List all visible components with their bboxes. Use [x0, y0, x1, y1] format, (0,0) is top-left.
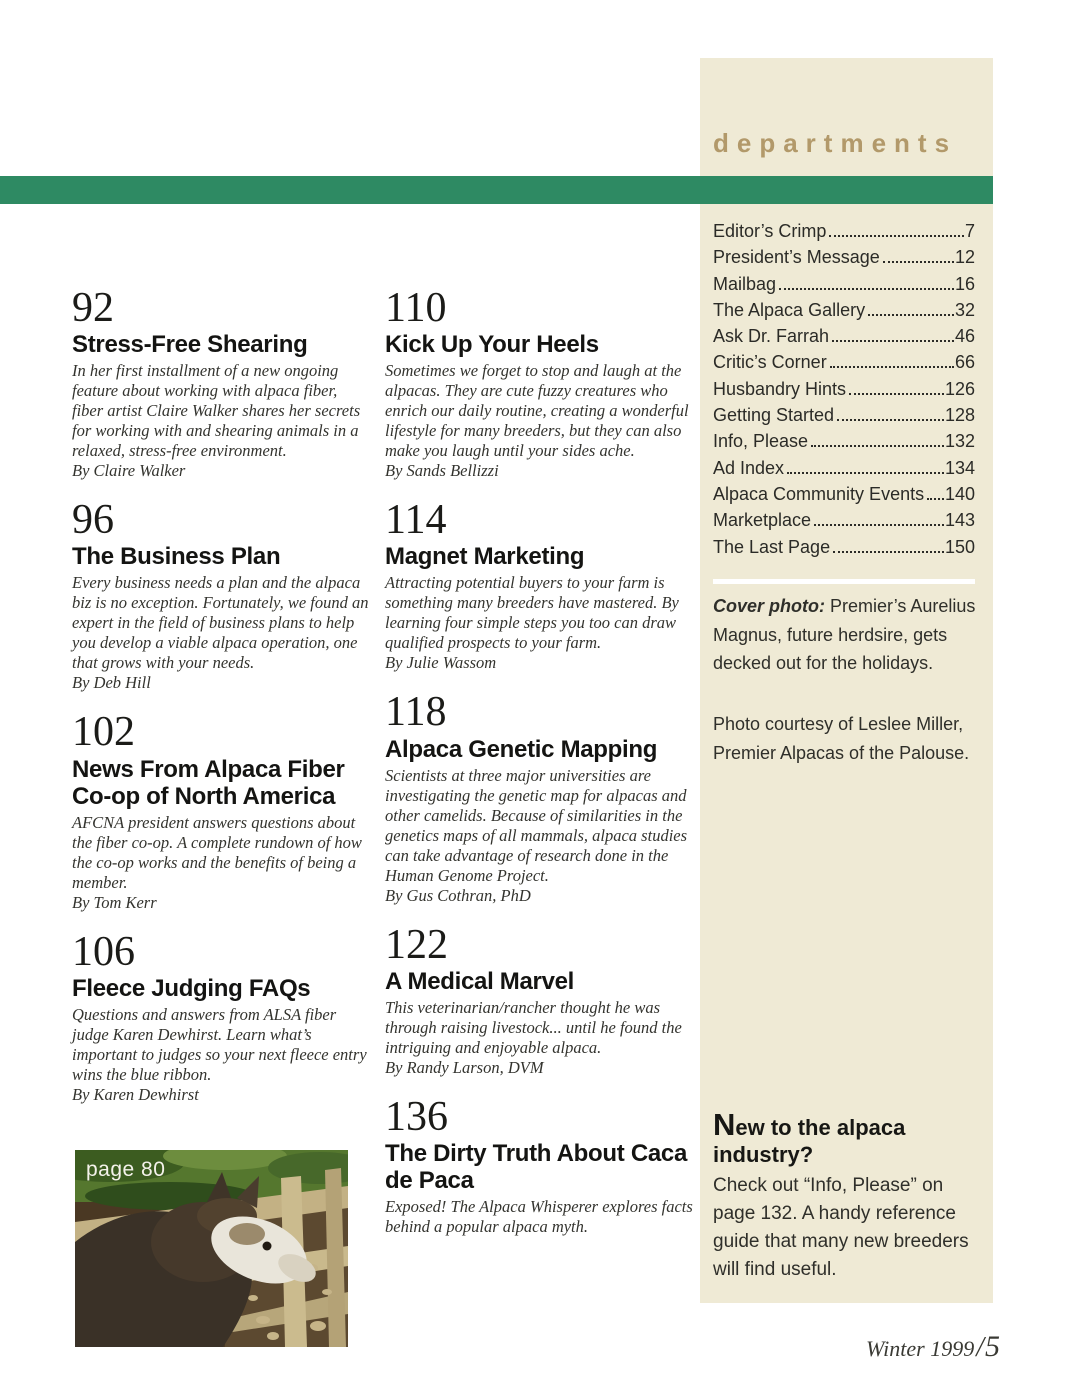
feature-summary: This veterinarian/rancher thought he was through raising livestock... until he found the intriguing and enjoyable alpaca. [385, 997, 682, 1057]
feature-title: Magnet Marketing [385, 543, 585, 571]
feature-article [72, 710, 372, 912]
cover-photo-description: Premier’s Aurelius Magnus, future herdsire, gets decked out for the holidays. [713, 596, 976, 673]
new-breeder-callout [713, 1107, 973, 1284]
dot-leader [837, 419, 944, 421]
feature-page-number: 102 [72, 709, 135, 756]
departments-entry-label: Mailbag [713, 273, 777, 294]
feature-summary: Attracting potential buyers to your farm is something many breeders have mastered. By learning four simple steps you too can draw qualified prospects to your farm. [385, 573, 679, 653]
feature-page-number: 92 [72, 285, 114, 331]
feature-title: Alpaca Genetic Mapping [385, 735, 658, 763]
feature-title: Stress-Free Shearing [72, 331, 308, 359]
feature-summary: Scientists at three major universities are investigating the genetic map for alpacas and other camelids. Because of similarities in the genetics maps of all mammals, alpaca studies can take advantage of research done in the Human Genome Project. [385, 765, 688, 885]
departments-heading: departments [713, 128, 958, 158]
feature-article [72, 930, 372, 1105]
feature-page-number: 114 [385, 497, 447, 544]
departments-entry [713, 537, 975, 563]
dot-leader [814, 524, 944, 526]
dot-leader [832, 340, 954, 342]
departments-entry [713, 510, 975, 536]
cover-photo-note [713, 592, 977, 678]
departments-entry [713, 221, 975, 247]
departments-entry-label: President’s Message [713, 247, 880, 268]
feature-summary: AFCNA president answers questions about the fiber co-op. A complete rundown of how the co-op works and the benefits of being a member. [72, 812, 362, 892]
feature-summary: In her first installment of a new ongoing feature about working with alpaca fiber, fiber artist Claire Walker shares her secrets for working with and shearing animals in a relaxed, stress-free environment. [72, 361, 361, 461]
departments-entry-label: Info, Please [713, 431, 809, 452]
dot-leader [779, 288, 954, 290]
departments-entry [713, 274, 975, 300]
departments-entry-page: 128 [944, 405, 975, 426]
departments-entry [713, 379, 975, 405]
dot-leader [829, 235, 964, 237]
divider-rule [713, 579, 975, 584]
feature-article [72, 286, 372, 481]
feature-page-number: 106 [72, 928, 135, 975]
departments-entry-label: The Alpaca Gallery [713, 299, 866, 320]
feature-page-number: 96 [72, 497, 114, 544]
feature-summary: Exposed! The Alpaca Whisperer explores facts behind a popular alpaca myth. [385, 1197, 693, 1237]
departments-entry-label: Critic’s Corner [713, 352, 827, 373]
dot-leader [833, 551, 944, 553]
dot-leader [868, 314, 954, 316]
departments-entry [713, 431, 975, 457]
departments-entry-page: 150 [944, 536, 975, 557]
departments-entry-page: 32 [954, 299, 975, 320]
dot-leader [883, 261, 954, 263]
features-column-left [72, 286, 372, 1122]
feature-byline: By Deb Hill [72, 673, 151, 693]
departments-list [713, 221, 975, 563]
departments-entry-page: 132 [944, 431, 975, 452]
accent-bar [0, 176, 993, 204]
departments-entry-label: Marketplace [713, 510, 812, 531]
feature-article [385, 690, 693, 905]
feature-article [385, 923, 693, 1078]
departments-sidebar [700, 58, 993, 1303]
feature-article [72, 498, 372, 693]
callout-body: Check out “Info, Please” on page 132. A handy reference guide that many new breeders will find useful. [713, 1175, 969, 1280]
departments-entry-label: Ad Index [713, 457, 785, 478]
departments-entry-page: 12 [954, 247, 975, 268]
footer-season: Winter 1999 [866, 1336, 975, 1361]
departments-entry-page: 16 [954, 273, 975, 294]
footer-separator: / [976, 1332, 984, 1363]
page-footer [866, 1330, 1000, 1364]
departments-entry-label: Ask Dr. Farrah [713, 326, 830, 347]
departments-entry-page: 126 [944, 378, 975, 399]
departments-entry-page: 46 [954, 326, 975, 347]
departments-entry [713, 405, 975, 431]
feature-title: News From Alpaca Fiber Co-op of North America [72, 755, 345, 810]
feature-summary: Questions and answers from ALSA fiber judge Karen Dewhirst. Learn what’s important to judges so your next fleece entry wins the blue ribbon. [72, 1004, 367, 1084]
feature-article [385, 286, 693, 481]
departments-entry-label: The Last Page [713, 536, 831, 557]
cover-photo-credit: Photo courtesy of Leslee Miller, Premier Alpacas of the Palouse. [713, 714, 970, 763]
departments-entry-label: Alpaca Community Events [713, 483, 925, 504]
departments-entry [713, 484, 975, 510]
feature-title: The Dirty Truth About Caca de Paca [385, 1139, 687, 1195]
photo-caption: page 80 [86, 1158, 166, 1181]
feature-title: Kick Up Your Heels [385, 331, 599, 359]
departments-entry-page: 143 [944, 510, 975, 531]
feature-page-number: 118 [385, 689, 447, 736]
departments-entry-label: Getting Started [713, 405, 835, 426]
feature-summary: Every business needs a plan and the alpaca biz is no exception. Fortunately, we found an expert in the field of business plans to help you develop a viable alpaca operation, one that grows with your needs. [72, 573, 369, 673]
cover-photo-label: Cover photo: [713, 596, 825, 616]
feature-byline: By Tom Kerr [72, 892, 157, 912]
dot-leader [811, 445, 944, 447]
feature-byline: By Randy Larson, DVM [385, 1057, 544, 1077]
feature-byline: By Julie Wassom [385, 653, 497, 673]
footer-page-number: 5 [985, 1330, 1000, 1363]
departments-entry [713, 458, 975, 484]
feature-page-number: 122 [385, 921, 448, 968]
feature-article [385, 1095, 693, 1237]
dot-leader [927, 498, 944, 500]
dot-leader [830, 366, 954, 368]
feature-title: The Business Plan [72, 543, 281, 571]
departments-entry [713, 352, 975, 378]
departments-entry [713, 300, 975, 326]
dot-leader [849, 393, 944, 395]
feature-title: Fleece Judging FAQs [72, 974, 311, 1002]
feature-article [385, 498, 693, 673]
dot-leader [787, 472, 944, 474]
callout-heading: New to the alpaca industry? [713, 1107, 906, 1167]
feature-byline: By Sands Bellizzi [385, 461, 499, 481]
feature-title: A Medical Marvel [385, 967, 575, 995]
alpaca-photo [75, 1150, 348, 1347]
feature-page-number: 136 [385, 1093, 448, 1140]
feature-byline: By Claire Walker [72, 461, 186, 481]
feature-byline: By Karen Dewhirst [72, 1084, 199, 1104]
departments-entry [713, 247, 975, 273]
departments-entry-page: 66 [954, 352, 975, 373]
departments-entry-label: Editor’s Crimp [713, 221, 827, 241]
departments-entry-label: Husbandry Hints [713, 378, 847, 399]
feature-byline: By Gus Cothran, PhD [385, 885, 531, 905]
departments-entry [713, 326, 975, 352]
departments-entry-page: 140 [944, 483, 975, 504]
features-column-right [385, 286, 693, 1254]
feature-summary: Sometimes we forget to stop and laugh at the alpacas. They are cute fuzzy creatures who enrich our daily routine, creating a wonderful lifestyle for many breeders, but they can also make you laugh until your sides ache. [385, 361, 689, 461]
departments-entry-page: 7 [964, 221, 975, 241]
feature-page-number: 110 [385, 285, 447, 331]
departments-entry-page: 134 [944, 457, 975, 478]
